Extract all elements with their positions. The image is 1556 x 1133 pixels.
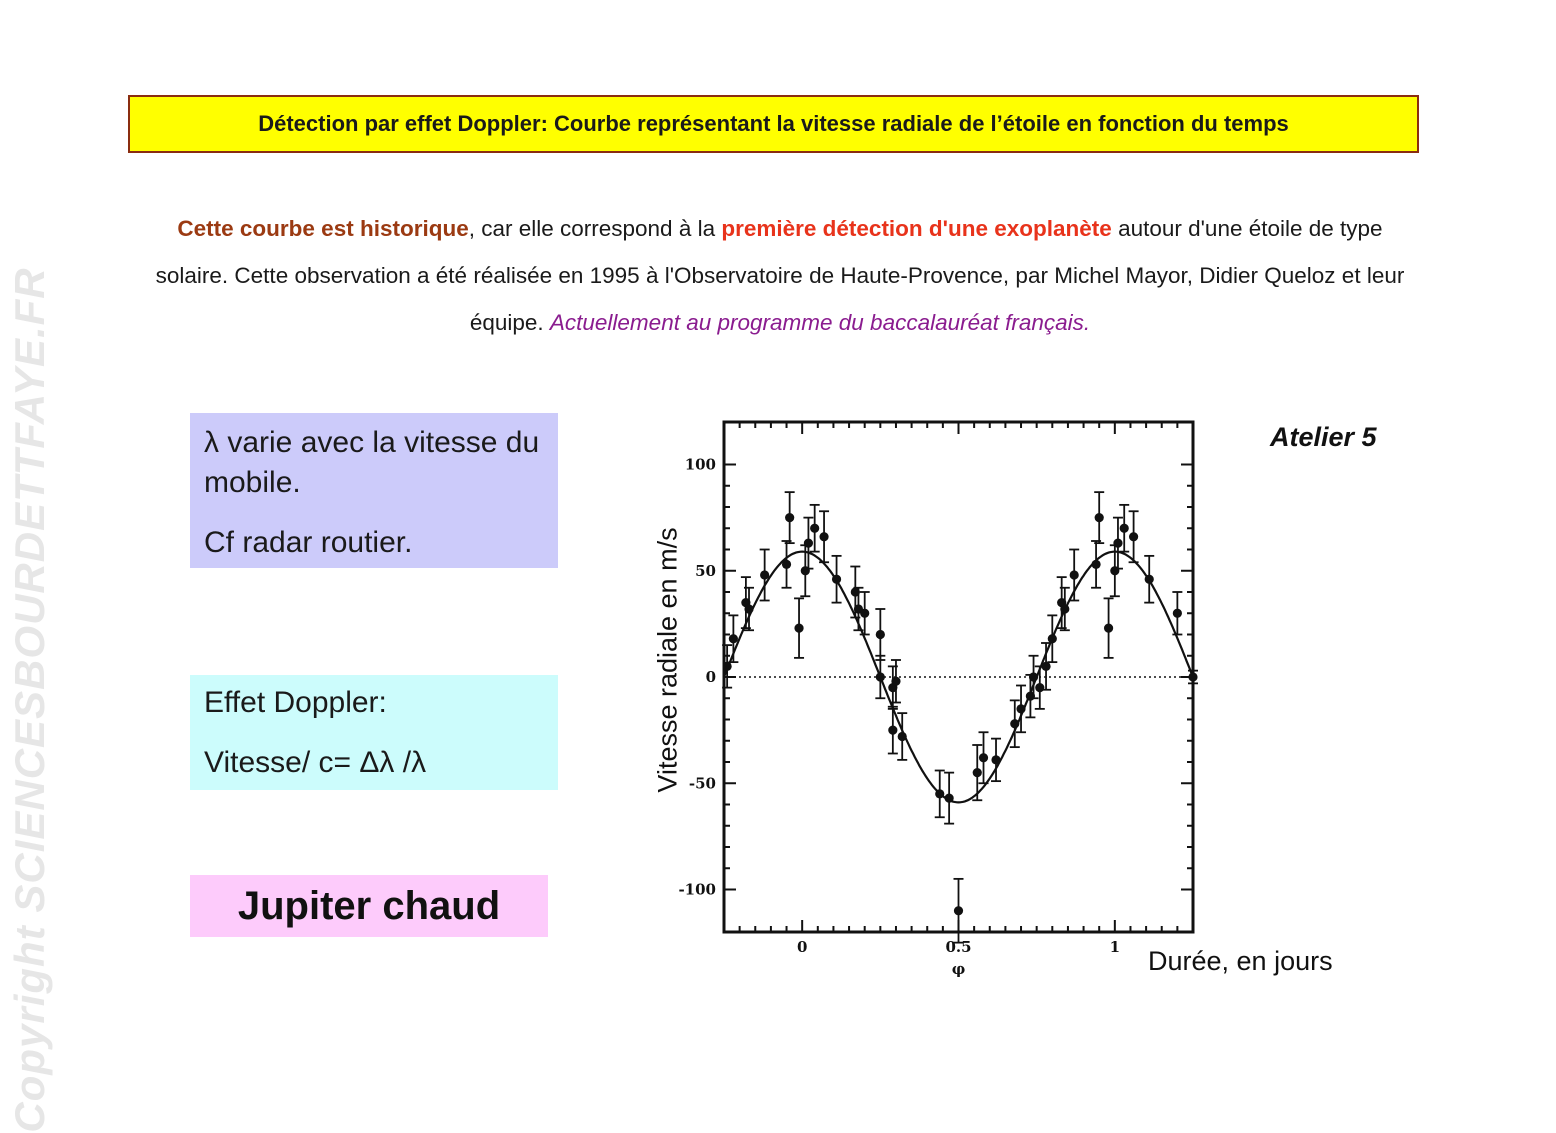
- x-tick-label: 0: [796, 938, 808, 956]
- data-point: [1035, 666, 1045, 709]
- data-point: [785, 492, 795, 543]
- data-marker: [1173, 609, 1182, 618]
- data-marker: [819, 532, 828, 541]
- atelier-label: Atelier 5: [1270, 422, 1377, 452]
- data-marker: [1113, 539, 1122, 548]
- data-marker: [979, 753, 988, 762]
- data-point: [782, 541, 792, 588]
- data-marker: [729, 634, 738, 643]
- doppler-title: Effet Doppler:: [204, 686, 387, 719]
- data-marker: [1060, 604, 1069, 613]
- data-point: [1104, 598, 1114, 658]
- data-point: [1041, 643, 1051, 690]
- x-tick-label: 1: [1109, 938, 1121, 956]
- copyright-watermark: Copyright SCIENCESBOURDETTFAYE.FR: [6, 267, 53, 1133]
- data-marker: [794, 624, 803, 633]
- data-marker: [1129, 532, 1138, 541]
- y-tick-label: 100: [684, 455, 716, 474]
- data-marker: [876, 630, 885, 639]
- y-tick-label: -50: [688, 774, 716, 793]
- data-marker: [1188, 672, 1197, 681]
- doppler-formula: Vitesse/ c= Δλ /λ: [204, 746, 427, 779]
- data-marker: [723, 662, 732, 671]
- data-point: [794, 598, 804, 658]
- data-marker: [1091, 560, 1100, 569]
- lambda-text: λ varie avec la vitesse du mobile.: [204, 426, 540, 499]
- jupiter-chaud-label: Jupiter chaud: [237, 883, 501, 928]
- data-point: [875, 609, 885, 660]
- data-point: [1047, 615, 1057, 662]
- data-marker: [1048, 634, 1057, 643]
- data-marker: [973, 768, 982, 777]
- data-marker: [810, 524, 819, 533]
- data-marker: [954, 906, 963, 915]
- data-point: [972, 745, 982, 800]
- y-tick-label: 0: [705, 668, 716, 686]
- data-marker: [1104, 624, 1113, 633]
- data-marker: [1070, 570, 1079, 579]
- radar-text: Cf radar routier.: [204, 526, 413, 559]
- data-point: [1094, 492, 1104, 543]
- data-marker: [898, 732, 907, 741]
- data-marker: [945, 794, 954, 803]
- data-point: [1069, 550, 1079, 601]
- chart-duration-label: Durée, en jours: [1148, 946, 1333, 976]
- chart-y-axis-label: Vitesse radiale en m/s: [652, 527, 683, 793]
- data-point: [1129, 511, 1139, 562]
- data-marker: [991, 755, 1000, 764]
- data-point: [1188, 671, 1198, 684]
- data-marker: [1010, 719, 1019, 728]
- data-points: [722, 492, 1198, 943]
- data-marker: [876, 672, 885, 681]
- chart-tick-labels: [678, 456, 1120, 957]
- data-marker: [1035, 683, 1044, 692]
- data-point: [1144, 556, 1154, 603]
- data-marker: [1095, 513, 1104, 522]
- intro-text-1: , car elle correspond à la: [468, 216, 722, 241]
- y-tick-label: 50: [695, 561, 716, 580]
- intro-highlight-first-detection: première détection d'une exoplanète: [721, 216, 1112, 241]
- x-tick-label: 0.5: [945, 938, 972, 956]
- data-marker: [804, 539, 813, 548]
- data-marker: [891, 677, 900, 686]
- data-marker: [782, 560, 791, 569]
- data-point: [1091, 541, 1101, 588]
- data-marker: [1041, 662, 1050, 671]
- page-title: Détection par effet Doppler: Courbe représentant la vitesse radiale de l’étoile en fonction du temps: [258, 111, 1289, 136]
- data-marker: [760, 570, 769, 579]
- data-marker: [744, 604, 753, 613]
- data-marker: [1016, 704, 1025, 713]
- data-point: [935, 771, 945, 818]
- data-point: [832, 556, 842, 603]
- data-marker: [935, 789, 944, 798]
- data-marker: [1120, 524, 1129, 533]
- data-marker: [1029, 672, 1038, 681]
- data-marker: [888, 726, 897, 735]
- data-marker: [860, 609, 869, 618]
- data-point: [819, 511, 829, 562]
- chart-x-axis-symbol: φ: [951, 960, 966, 978]
- y-tick-label: -100: [678, 880, 716, 899]
- data-marker: [785, 513, 794, 522]
- intro-text-2: autour d'une étoile de type solaire. Cette observation a été réalisée en 1995 à l'Observatoire de Haute-Provence, par Michel Mayor, Didier Queloz et leur équipe.: [155, 216, 1405, 335]
- data-point: [944, 773, 954, 824]
- data-marker: [1145, 575, 1154, 584]
- intro-baccalaureat-note: Actuellement au programme du baccalauréat français.: [549, 310, 1091, 335]
- data-point: [875, 656, 885, 699]
- data-marker: [832, 575, 841, 584]
- intro-highlight-historic: Cette courbe est historique: [177, 216, 469, 241]
